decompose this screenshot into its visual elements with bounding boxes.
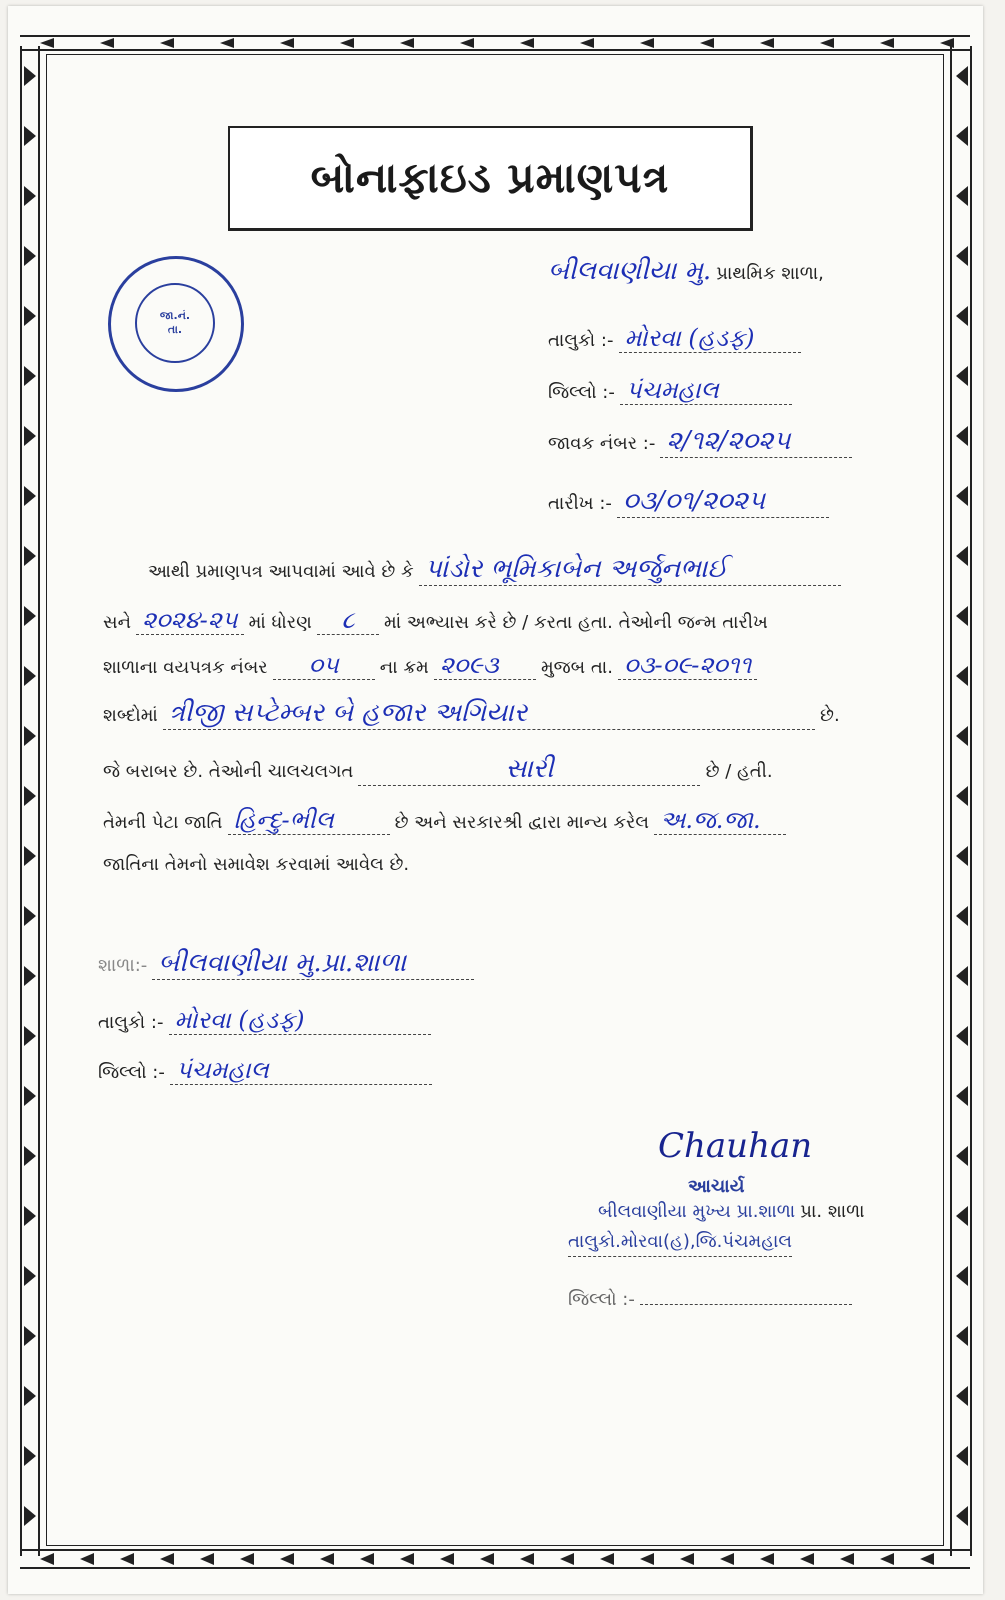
signature-title: આચાર્ય (688, 1176, 745, 1197)
right-border-pattern (948, 46, 974, 1556)
footer-taluka-value: મોરવા (હડફ) (169, 1006, 431, 1035)
header-taluka-value: મોરવા (હડફ) (619, 324, 801, 353)
body-line5-suffix: છે / હતી. (705, 761, 773, 782)
header-district-value: પંચમહાલ (620, 376, 792, 405)
serial-number: ૨૦૯૩ (434, 651, 536, 680)
certificate-title (228, 126, 753, 231)
birth-date: ૦૩-૦૯-૨૦૧૧ (618, 651, 757, 680)
body-line-2 (103, 606, 768, 635)
footer-district-value: પંચમહાલ (170, 1056, 432, 1085)
header-school-name: બીલવાણીયા મુ. (548, 256, 712, 286)
body-line2-mid: માં ધોરણ (248, 612, 312, 633)
birth-date-words: ત્રીજી સપ્ટેમ્બર બે હજાર અગિયાર (163, 698, 815, 730)
header-taluka-line (548, 324, 801, 353)
header-school-suffix: પ્રાથમિક શાળા, (716, 263, 824, 284)
body-line2-prefix: સને (103, 612, 131, 633)
student-name: પાંડોર ભૂમિકાબેન અર્જુનભાઈ (419, 554, 841, 586)
signature-title-line (688, 1176, 744, 1197)
footer-school-label: શાળા:- (98, 955, 148, 976)
standard: ૮ (317, 606, 379, 635)
stamp-inner-line2: તા. (167, 323, 183, 336)
signature-school: બીલવાણીયા મુખ્ય પ્રા.શાળા (598, 1201, 796, 1222)
footer-taluka-line (98, 1006, 431, 1035)
body-line7-text: જાતિના તેમનો સમાવેશ કરવામાં આવેલ છે. (103, 854, 410, 875)
signature-district-label: જિલ્લો :- (568, 1289, 635, 1310)
body-line-4 (103, 698, 840, 730)
header-district-line (548, 376, 792, 405)
school-stamp (108, 256, 244, 392)
register-number: ૦૫ (273, 651, 375, 680)
body-line5-prefix: જે બરાબર છે. તેઓની ચાલચલગત (103, 761, 354, 782)
footer-district-line (98, 1056, 432, 1085)
left-border-pattern (18, 46, 42, 1556)
top-border-pattern (20, 32, 970, 54)
body-line-1 (148, 554, 841, 586)
body-line3-mid2: મુજબ તા. (540, 657, 613, 678)
body-line6-mid: છે અને સરકારશ્રી દ્વારા માન્ય કરેલ (394, 812, 649, 833)
signature-taluka-line (568, 1231, 792, 1252)
footer-school-value: બીલવાણીયા મુ.પ્રા.શાળા (152, 948, 474, 980)
header-date-value: ૦૩/૦૧/૨૦૨૫ (617, 486, 829, 518)
body-line-5 (103, 754, 773, 786)
certificate-page (8, 6, 983, 1594)
header-date-label: તારીખ :- (548, 493, 612, 514)
body-line-7 (103, 854, 409, 875)
body-line3-mid: ના ક્રમ (379, 657, 429, 678)
principal-signature (658, 1126, 812, 1166)
bottom-border-pattern (20, 1546, 970, 1572)
stamp-inner-line1: જા.નં. (159, 309, 191, 322)
signature-taluka: તાલુકો.મોરવા(હ),જિ.પંચમહાલ (568, 1231, 792, 1257)
header-school-line (548, 256, 824, 287)
sub-caste: હિન્દુ-ભીલ (228, 806, 390, 835)
caste-category: અ.જ.જા. (654, 806, 786, 835)
signature-text: Chauhan (658, 1126, 813, 1166)
conduct: સારી (358, 754, 700, 786)
academic-year: ૨૦૨૪-૨૫ (136, 606, 243, 635)
body-line6-prefix: તેમની પેટા જાતિ (103, 812, 223, 833)
body-line-3 (103, 651, 757, 680)
header-outward-value: ૨/૧૨/૨૦૨૫ (660, 426, 852, 458)
header-district-label: જિલ્લો :- (548, 382, 615, 403)
footer-school-line (98, 948, 474, 980)
body-line3-prefix: શાળાના વયપત્રક નંબર (103, 657, 268, 678)
header-taluka-label: તાલુકો :- (548, 330, 614, 351)
signature-district-blank (640, 1286, 852, 1305)
header-date-line (548, 486, 829, 518)
body-line4-suffix: છે. (820, 705, 840, 726)
body-line4-prefix: શબ્દોમાં (103, 705, 158, 726)
body-line1-prefix: આથી પ્રમાણપત્ર આપવામાં આવે છે કે (148, 561, 414, 582)
footer-district-label: જિલ્લો :- (98, 1062, 165, 1083)
body-line-6 (103, 806, 786, 835)
body-line2-suffix: માં અભ્યાસ કરે છે / કરતા હતા. તેઓની જન્મ તારીખ (384, 612, 768, 633)
stamp-inner-circle (135, 283, 215, 363)
title-text: બોનાફાઇડ પ્રમાણપત્ર (310, 153, 670, 202)
signature-district-line (568, 1286, 852, 1310)
signature-school-line (598, 1201, 865, 1222)
footer-taluka-label: તાલુકો :- (98, 1012, 164, 1033)
signature-school-suffix: પ્રા. શાળા (800, 1201, 865, 1222)
header-outward-line (548, 426, 852, 458)
header-outward-label: જાવક નંબર :- (548, 433, 656, 454)
